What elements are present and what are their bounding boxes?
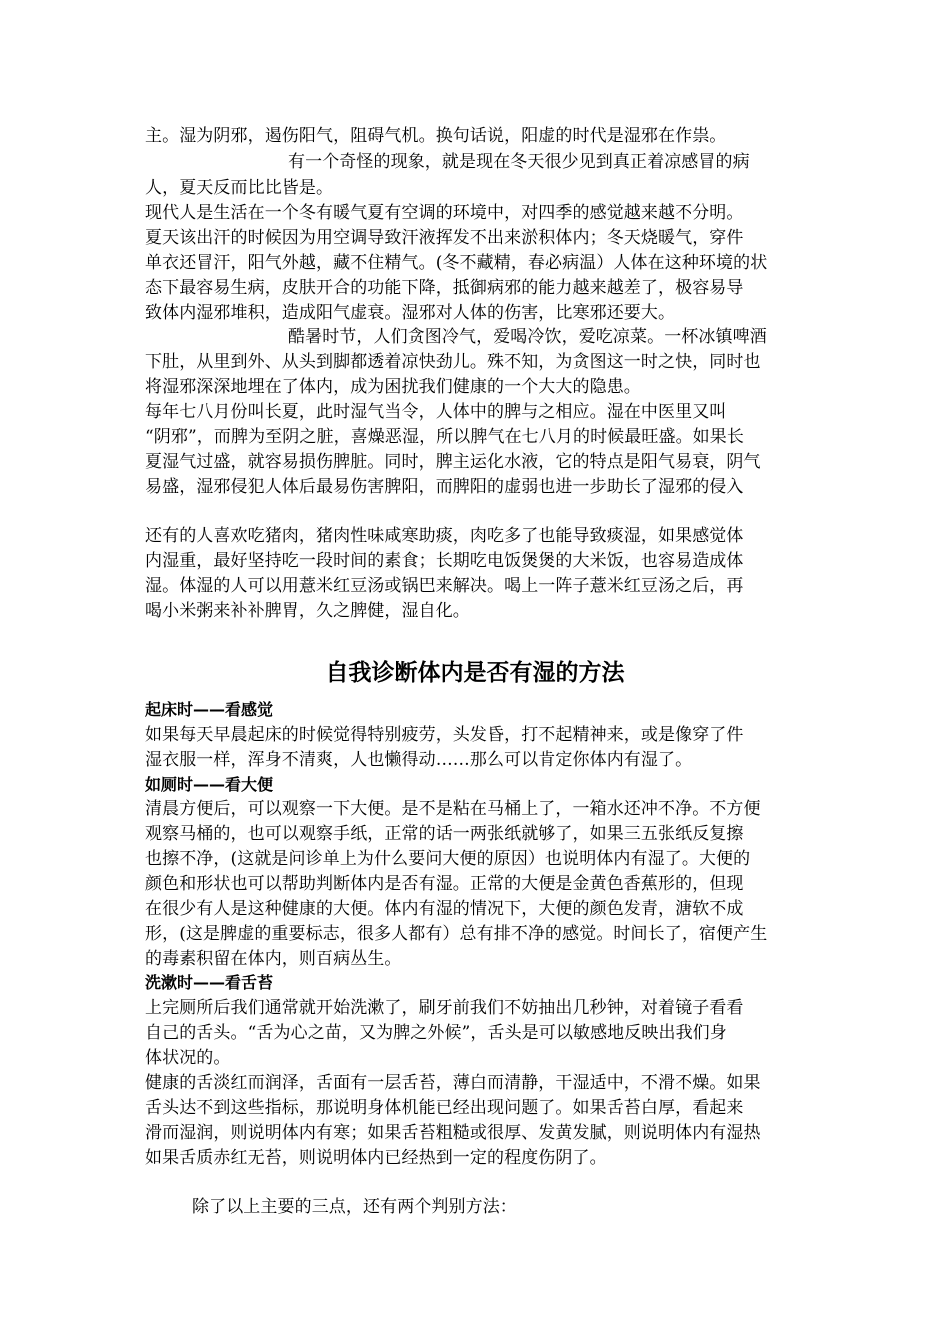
body-line: 湿衣服一样，浑身不清爽，人也懒得动……那么可以肯定你体内有湿了。: [145, 750, 693, 770]
subheading-washing: 洗漱时——看舌苔: [145, 973, 274, 992]
body-line: 观察马桶的，也可以观察手纸，正常的话一两张纸就够了，如果三五张纸反复擦: [145, 824, 744, 844]
body-line: “阴邪”，而脾为至阴之脏，喜燥恶湿，所以脾气在七八月的时候最旺盛。如果长: [145, 427, 744, 447]
body-line: 下肚，从里到外、从头到脚都透着凉快劲儿。殊不知，为贪图这一时之快，同时也: [145, 352, 761, 372]
subheading-wakeup: 起床时——看感觉: [145, 700, 274, 719]
body-line: 如果舌质赤红无苔，则说明体内已经热到一定的程度伤阴了。: [145, 1148, 607, 1168]
body-line: 自己的舌头。“舌为心之苗，又为脾之外候”，舌头是可以敏感地反映出我们身: [145, 1023, 727, 1043]
body-line: 主。湿为阴邪，遏伤阳气，阻碍气机。换句话说，阳虚的时代是湿邪在作祟。: [145, 126, 727, 146]
body-line: 酷暑时节，人们贪图冷气，爱喝冷饮，爱吃凉菜。一杯冰镇啤酒: [288, 327, 767, 347]
body-line: 夏天该出汗的时候因为用空调导致汗液挥发不出来淤积体内；冬天烧暖气，穿件: [145, 228, 744, 248]
body-line: 也擦不净，(这就是问诊单上为什么要问大便的原因）也说明体内有湿了。大便的: [145, 849, 751, 869]
body-line: 的毒素积留在体内，则百病丛生。: [145, 949, 402, 969]
body-line: 夏湿气过盛，就容易损伤脾脏。同时，脾主运化水液，它的特点是阳气易衰，阴气: [145, 452, 761, 472]
body-line: 易盛，湿邪侵犯人体后最易伤害脾阳，而脾阳的虚弱也进一步助长了湿邪的侵入: [145, 477, 744, 497]
body-line: 清晨方便后，可以观察一下大便。是不是粘在马桶上了，一箱水还冲不净。不方便: [145, 799, 761, 819]
body-line: 滑而湿润，则说明体内有寒；如果舌苔粗糙或很厚、发黄发腻，则说明体内有湿热: [145, 1123, 761, 1143]
body-line: 颜色和形状也可以帮助判断体内是否有湿。正常的大便是金黄色香蕉形的，但现: [145, 874, 744, 894]
body-line: 人，夏天反而比比皆是。: [145, 178, 334, 198]
closing-line: 除了以上主要的三点，还有两个判别方法：: [192, 1197, 517, 1217]
body-line: 在很少有人是这种健康的大便。体内有湿的情况下，大便的颜色发青，溏软不成: [145, 899, 744, 919]
body-line: 喝小米粥来补补脾胃，久之脾健，湿自化。: [145, 601, 470, 621]
body-line: 每年七八月份叫长夏，此时湿气当令，人体中的脾与之相应。湿在中医里又叫: [145, 402, 727, 422]
body-line: 致体内湿邪堆积，造成阳气虚衰。湿邪对人体的伤害，比寒邪还要大。: [145, 303, 676, 323]
body-line: 内湿重，最好坚持吃一段时间的素食；长期吃电饭煲煲的大米饭，也容易造成体: [145, 551, 744, 571]
body-line: 单衣还冒汗，阳气外越，藏不住精气。(冬不藏精，春必病温）人体在这种环境的状: [145, 253, 768, 273]
body-line: 形，(这是脾虚的重要标志，很多人都有）总有排不净的感觉。时间长了，宿便产生: [145, 924, 768, 944]
body-line: 上完厕所后我们通常就开始洗漱了，刷牙前我们不妨抽出几秒钟，对着镜子看看: [145, 998, 744, 1018]
body-line: 还有的人喜欢吃猪肉，猪肉性味咸寒助痰，肉吃多了也能导致痰湿，如果感觉体: [145, 526, 744, 546]
section-heading: 自我诊断体内是否有湿的方法: [325, 660, 625, 686]
body-line: 现代人是生活在一个冬有暖气夏有空调的环境中，对四季的感觉越来越不分明。: [145, 203, 744, 223]
body-line: 健康的舌淡红而润泽，舌面有一层舌苔，薄白而清静，干湿适中，不滑不燥。如果: [145, 1073, 761, 1093]
body-line: 体状况的。: [145, 1048, 231, 1068]
body-line: 将湿邪深深地埋在了体内，成为困扰我们健康的一个大大的隐患。: [145, 377, 641, 397]
body-line: 舌头达不到这些指标，那说明身体机能已经出现问题了。如果舌苔白厚，看起来: [145, 1098, 744, 1118]
body-line: 态下最容易生病，皮肤开合的功能下降，抵御病邪的能力越来越差了，极容易导: [145, 278, 744, 298]
body-line: 有一个奇怪的现象，就是现在冬天很少见到真正着凉感冒的病: [288, 152, 750, 172]
subheading-toilet: 如厕时——看大便: [145, 775, 274, 794]
body-line: 湿。体湿的人可以用薏米红豆汤或锅巴来解决。喝上一阵子薏米红豆汤之后，再: [145, 576, 744, 596]
body-line: 如果每天早晨起床的时候觉得特别疲劳，头发昏，打不起精神来，或是像穿了件: [145, 725, 744, 745]
